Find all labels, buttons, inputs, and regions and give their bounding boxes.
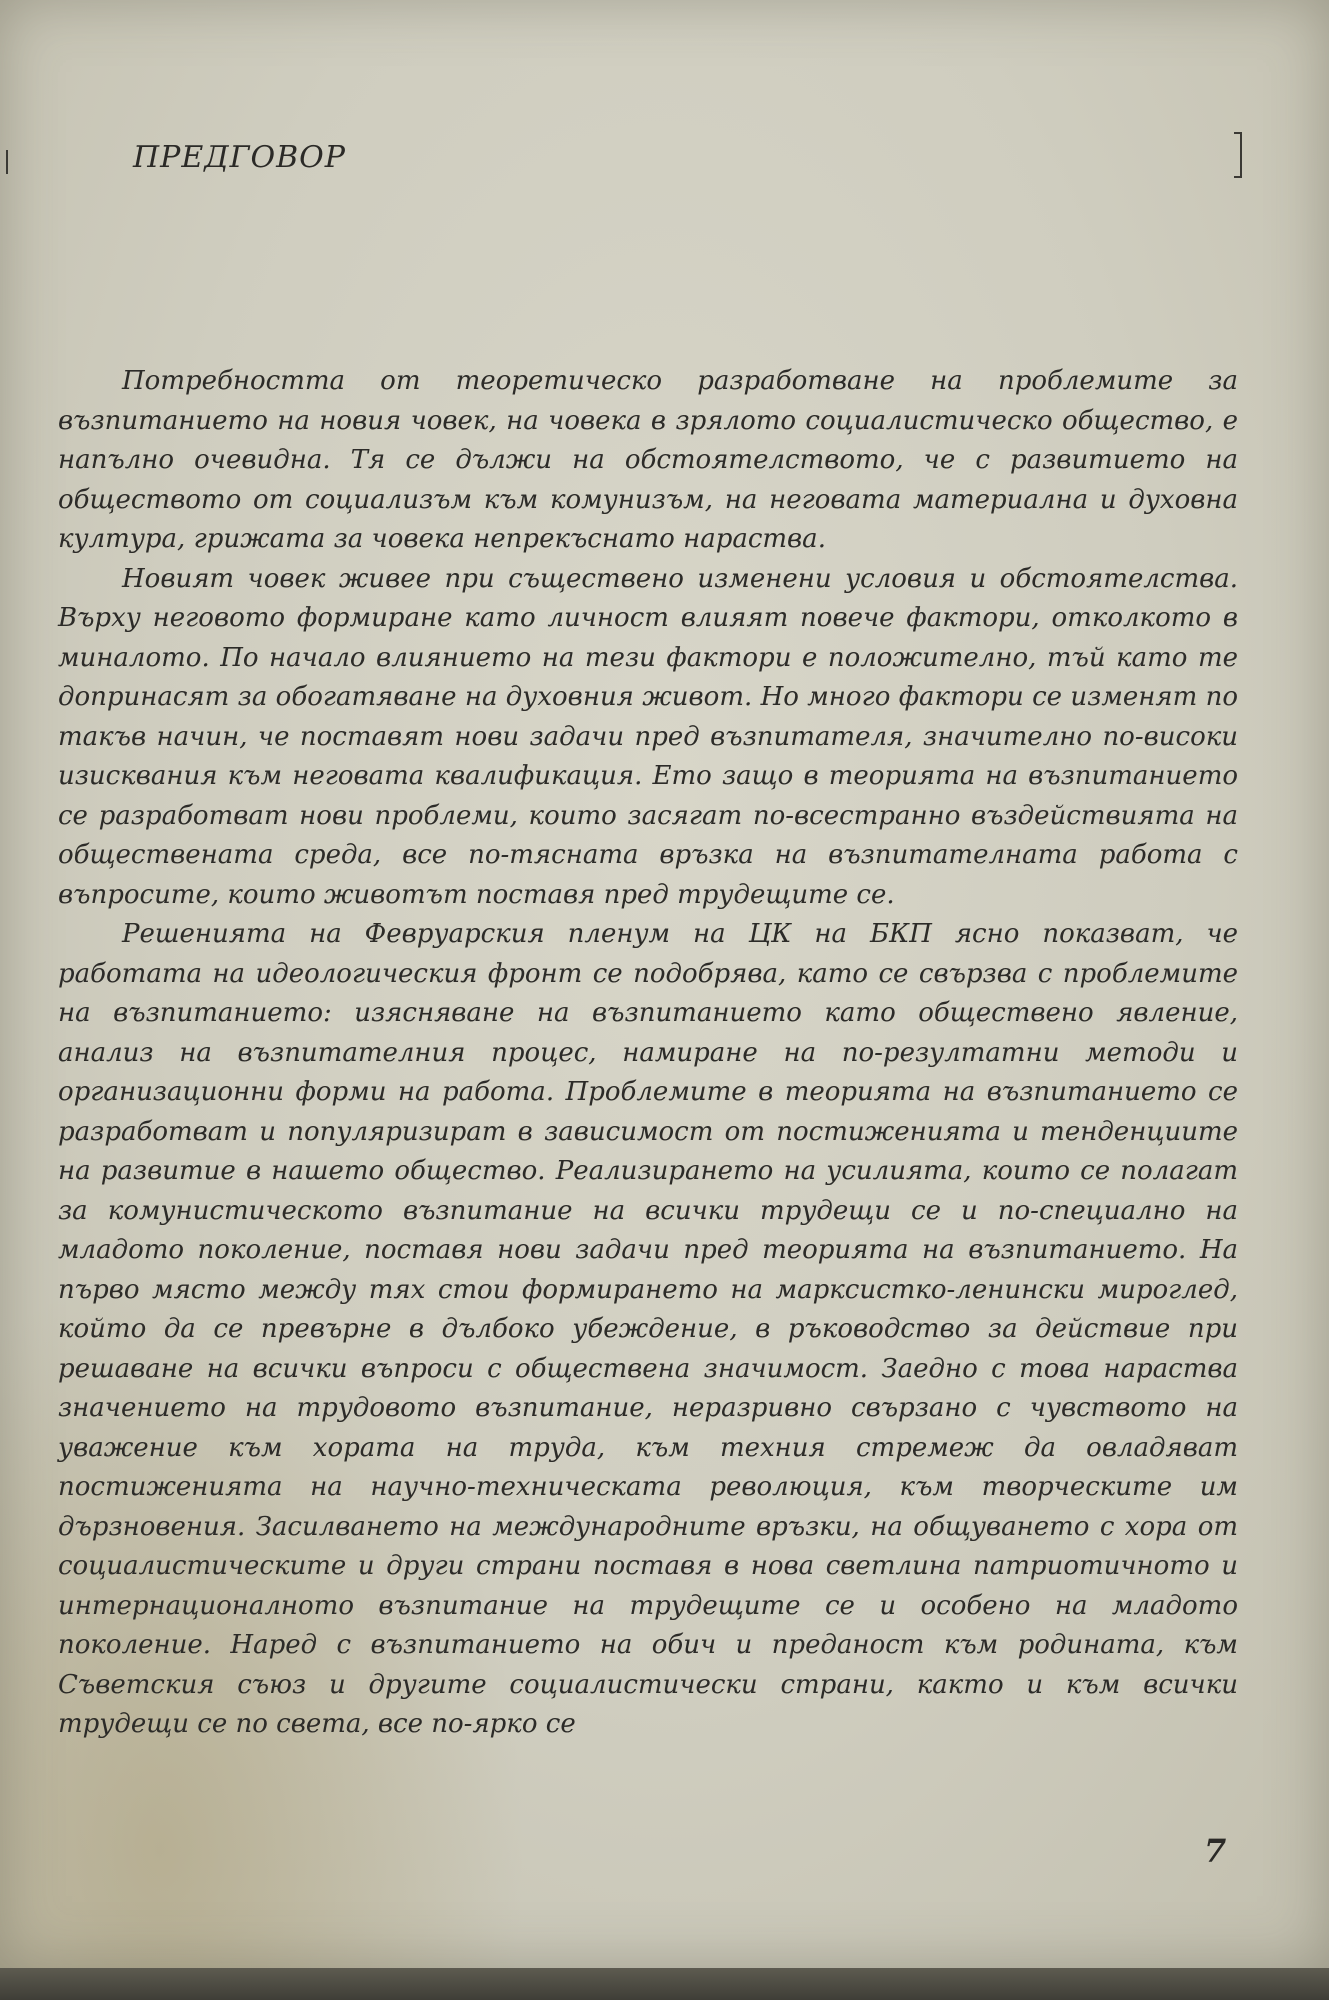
paragraph-3: Решенията на Февруарския пленум на ЦК на БКП ясно показват, че работата на идеологическия фронт се подобрява, като се свързва с проблемите на възпитанието: изясняване на възпитанието като обществено явление, анализ на възпитателния процес, намиране на по-резултатни методи и организационни форми на работа. Проблемите в теорията на възпитанието се разработват и популяризират в зависимост от постиженията и тенденциите на развитие в нашето общество. Реализирането на усилията, които се полагат за комунистическото възпитание на всички трудещи се и по-специално на младото поколение, поставя нови задачи пред теорията на възпитанието. На първо място между тях стои формирането на марксистко-ленински мироглед, който да се превърне в дълбоко убеждение, в ръководство за действие при решаване на всички въпроси с обществена значимост. Заедно с това нараства значението на трудовото възпитание, неразривно свързано с чувството на уважение към хората на труда, към техния стремеж да овладяват постиженията на научно-техническата революция, към творческите им дързновения. Засилването на международните връзки, на общуването с хора от социалистическите и други страни поставя в нова светлина патриотичното и интернационалното възпитание на трудещите се и особено на младото поколение. Наред с възпитанието на обич и преданост към родината, към Съветския съюз и другите социалистически страни, както и към всички трудещи се по света, все по-ярко се	[58, 919, 1238, 1739]
page-number: 7	[1204, 1832, 1227, 1870]
body-text	[58, 362, 1238, 1745]
bracket-mark	[1234, 132, 1242, 178]
paragraph-1: Потребността от теоретическо разработване на проблемите за възпитанието на новия човек, на човека в зрялото социалистическо общество, е напълно очевидна. Тя се дължи на обстоятелството, че с развитието на обществото от социализъм към комунизъм, на неговата материална и духовна култура, грижата за човека непрекъснато нараства.	[58, 366, 1238, 554]
page-title: ПРЕДГОВОР	[133, 140, 346, 175]
page-bottom-edge	[0, 1968, 1329, 2000]
margin-mark	[6, 150, 8, 174]
paragraph-2: Новият човек живее при съществено изменени условия и обстоятелства. Върху неговото формиране като личност влияят повече фактори, отколкото в миналото. По начало влиянието на тези фактори е положително, тъй като те допринасят за обогатяване на духовния живот. Но много фактори се изменят по такъв начин, че поставят нови задачи пред възпитателя, значително по-високи изисквания към неговата квалификация. Ето защо в теорията на възпитанието се разработват нови проблеми, които засягат по-всестранно въздействията на обществената среда, все по-тясната връзка на възпитателната работа с въпросите, които животът поставя пред трудещите се.	[58, 563, 1238, 910]
